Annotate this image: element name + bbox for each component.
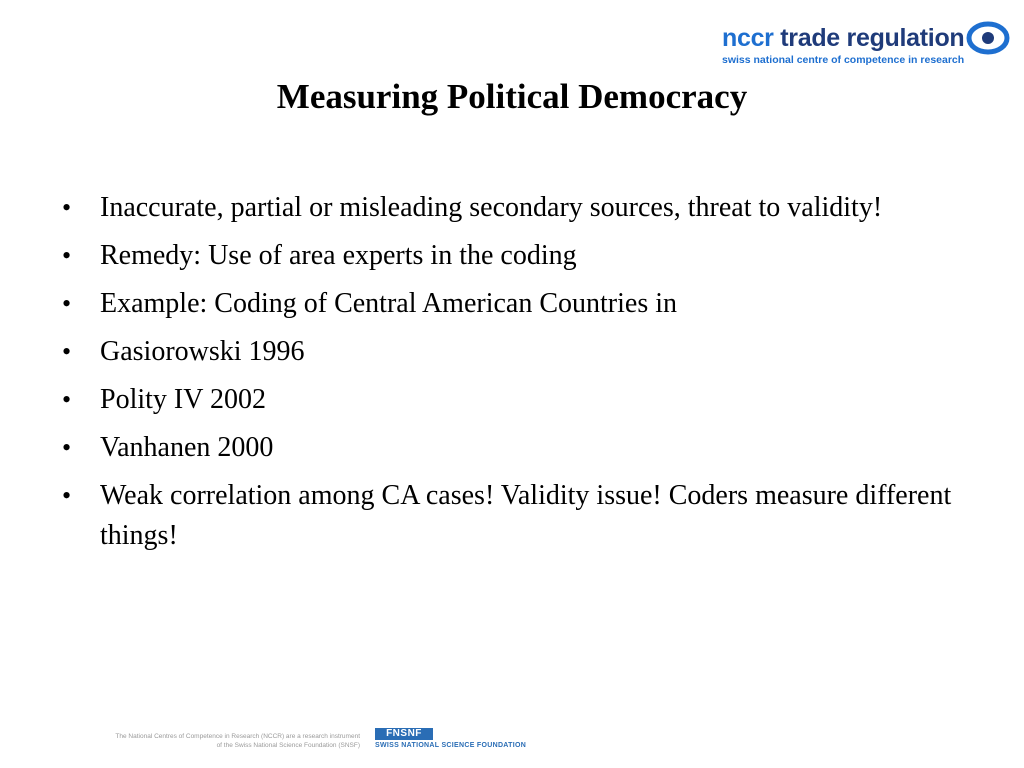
- bullet-text: Weak correlation among CA cases! Validity issue! Coders measure different things!: [100, 480, 952, 551]
- bullet-glyph: •: [62, 481, 72, 510]
- footer-line-2: of the Swiss National Science Foundation (SNSF): [216, 742, 360, 749]
- bullet-text: Vanhanen 2000: [100, 432, 274, 463]
- bullet-item: [56, 284, 956, 324]
- bullet-item: [56, 188, 956, 228]
- bullet-glyph: •: [62, 385, 72, 414]
- logo-brand-prefix: nccr: [722, 24, 774, 52]
- bullet-glyph: •: [62, 433, 72, 462]
- bullet-glyph: •: [62, 193, 72, 222]
- snsf-logo: [375, 728, 527, 752]
- logo-brand-rest: trade regulation: [780, 24, 965, 52]
- bullet-text: Gasiorowski 1996: [100, 336, 305, 367]
- bullet-item: [56, 380, 956, 420]
- footer-disclaimer: [60, 732, 360, 750]
- logo-wordmark: [722, 24, 964, 52]
- bullet-item: [56, 236, 956, 276]
- slide-title: Measuring Political Democracy: [276, 77, 748, 116]
- nccr-logo: [722, 20, 1012, 72]
- logo-text: [722, 24, 964, 67]
- bullet-text: Inaccurate, partial or misleading secondary sources, threat to validity!: [100, 192, 883, 223]
- snsf-mark: FNSNF: [375, 728, 433, 740]
- bullet-item: [56, 428, 956, 468]
- bullet-text: Polity IV 2002: [100, 384, 266, 415]
- bullet-list: [56, 188, 956, 564]
- eye-ring-icon: [966, 20, 1010, 56]
- bullet-glyph: •: [62, 289, 72, 318]
- logo-tagline: swiss national centre of competence in research: [722, 54, 965, 66]
- bullet-glyph: •: [62, 241, 72, 270]
- bullet-text: Remedy: Use of area experts in the coding: [100, 240, 577, 271]
- bullet-text: Example: Coding of Central American Countries in: [100, 288, 677, 319]
- bullet-item: [56, 332, 956, 372]
- snsf-name: SWISS NATIONAL SCIENCE FOUNDATION: [375, 742, 527, 749]
- bullet-glyph: •: [62, 337, 72, 366]
- footer-line-1: The National Centres of Competence in Research (NCCR) are a research instrument: [115, 733, 360, 740]
- bullet-item: [56, 476, 956, 556]
